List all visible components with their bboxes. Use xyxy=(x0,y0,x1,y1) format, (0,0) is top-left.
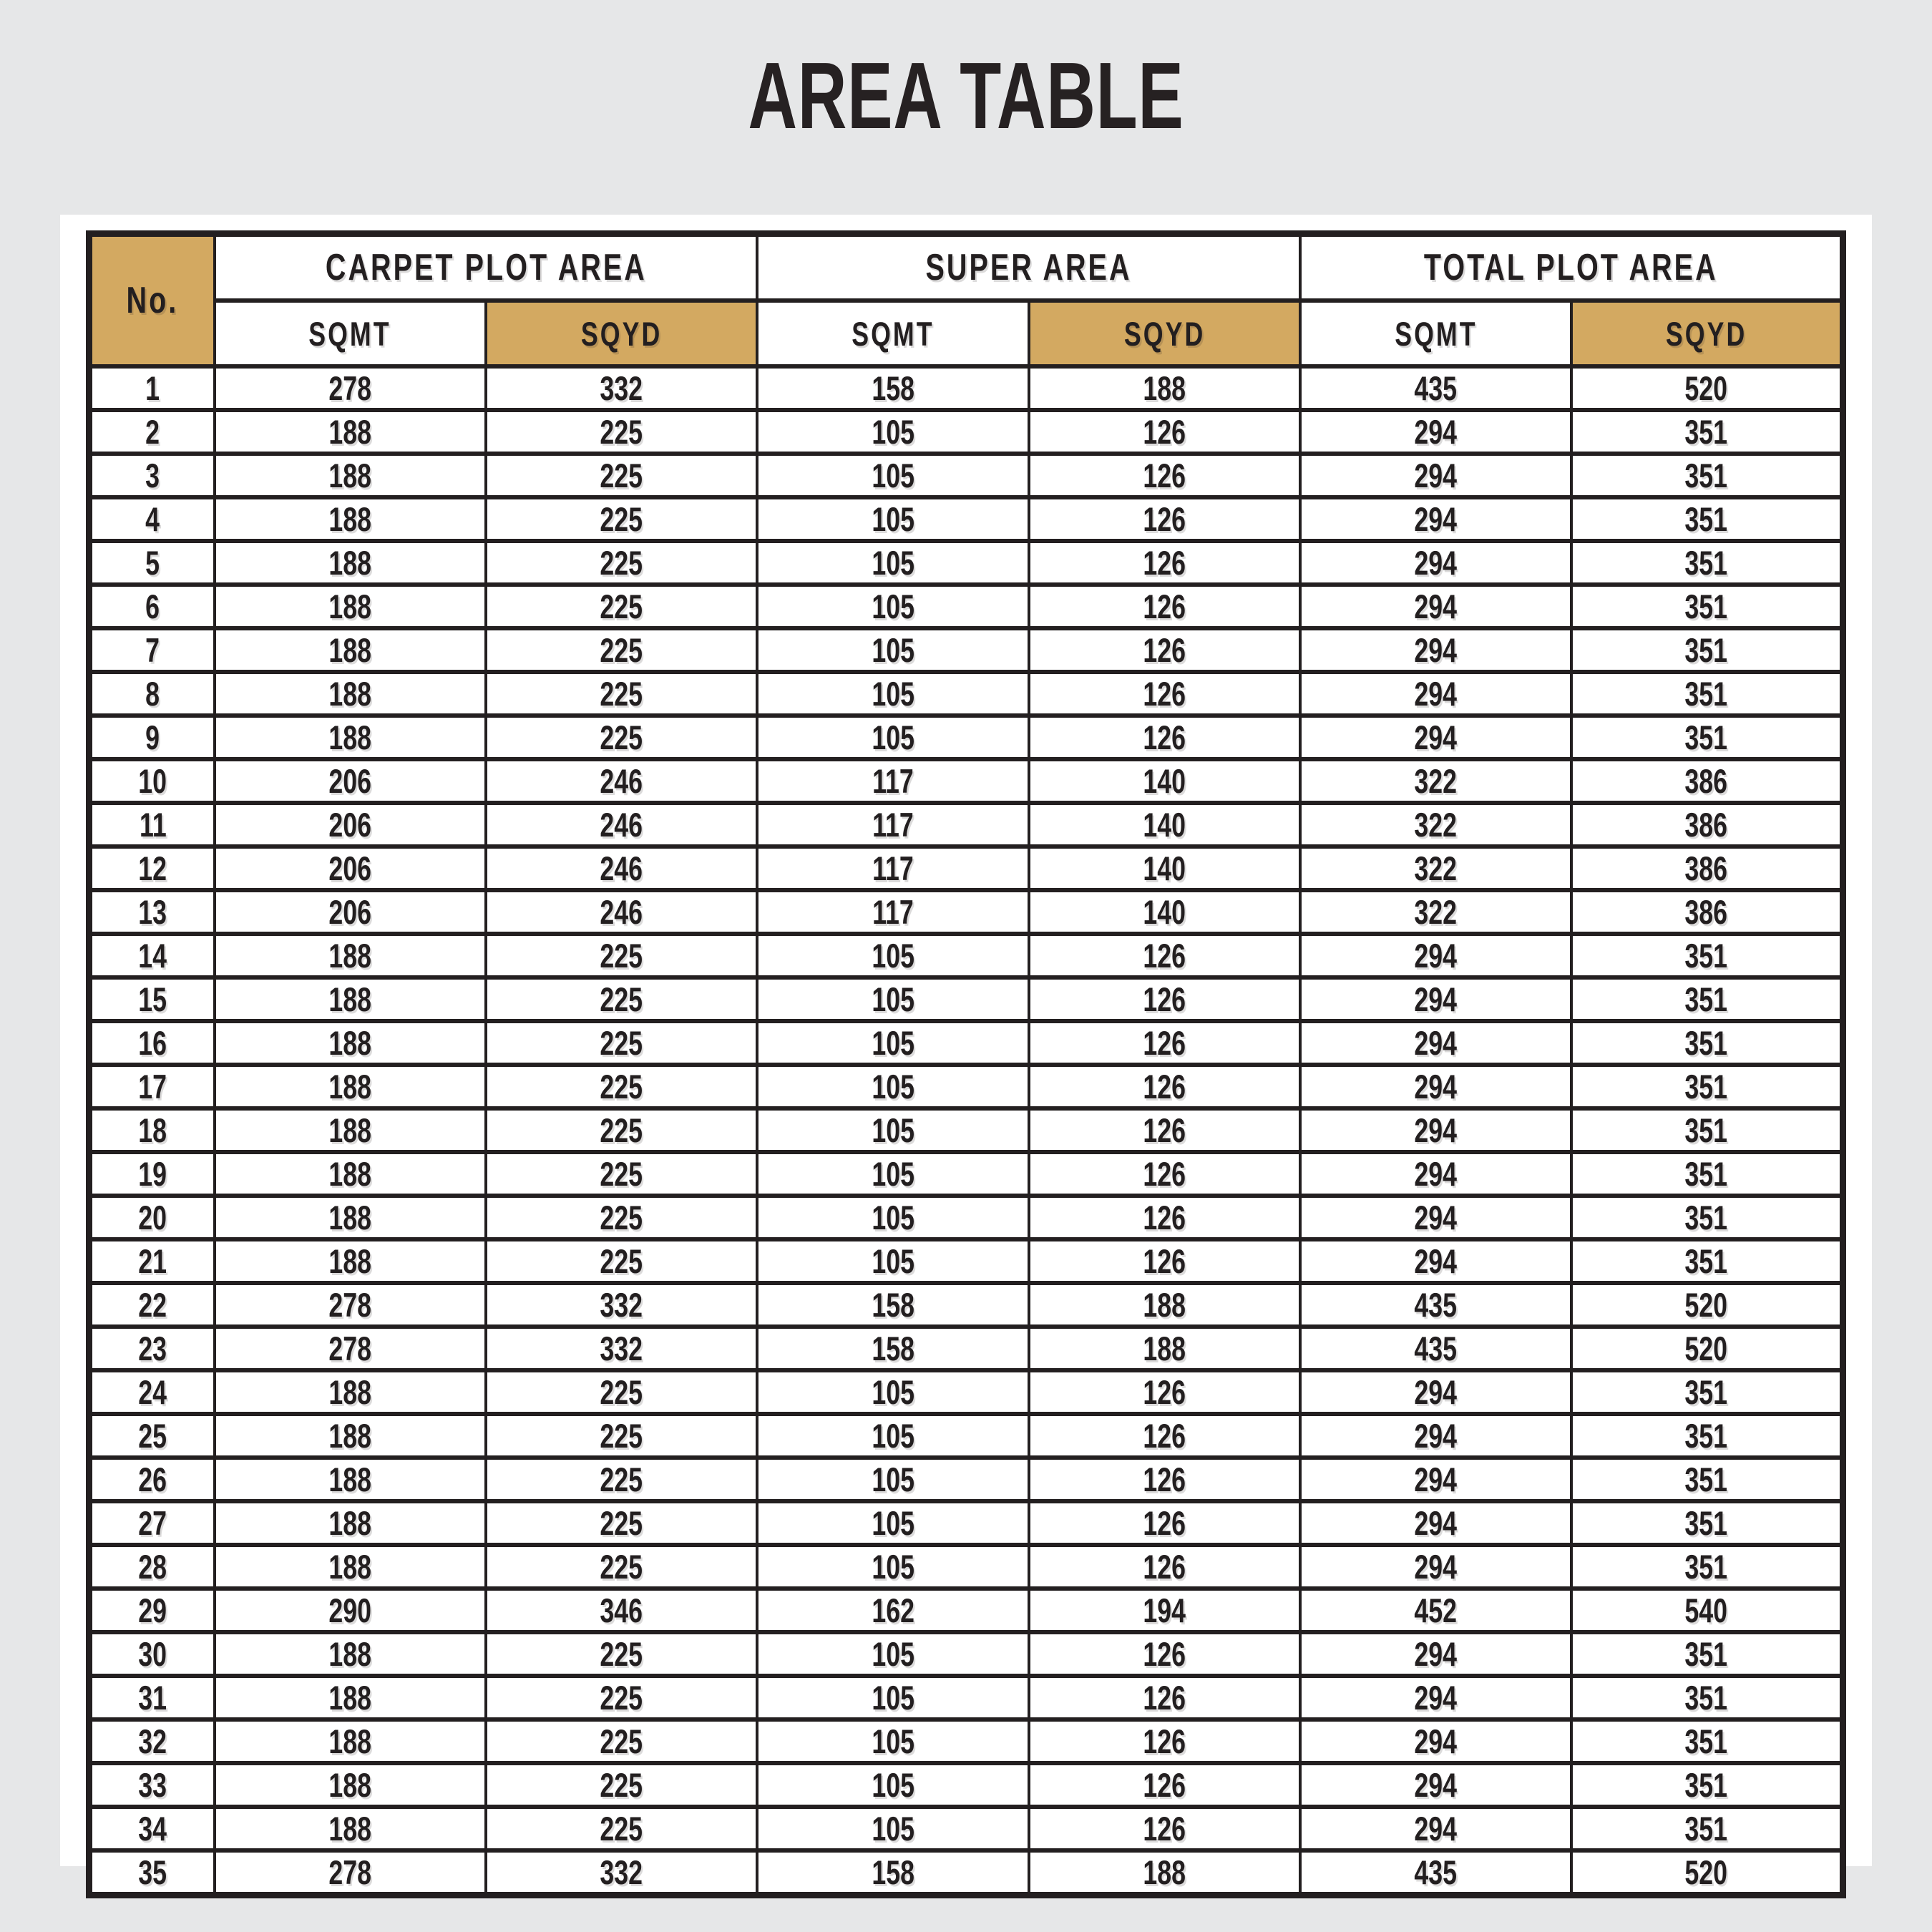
cell-carpet-sqmt: 188 xyxy=(215,672,486,716)
cell-total-sqmt: 294 xyxy=(1300,1370,1571,1414)
cell-carpet-sqyd: 225 xyxy=(486,1807,757,1850)
table-row xyxy=(89,759,1843,803)
cell-super-sqmt: 105 xyxy=(757,934,1028,977)
cell-total-sqyd: 351 xyxy=(1571,1632,1843,1676)
cell-super-sqmt: 158 xyxy=(757,366,1028,410)
table-row xyxy=(89,1501,1843,1545)
cell-total-sqyd: 351 xyxy=(1571,1196,1843,1239)
cell-total-sqyd: 351 xyxy=(1571,1807,1843,1850)
cell-no: 31 xyxy=(89,1676,215,1719)
page-title xyxy=(0,42,1932,150)
cell-carpet-sqmt: 188 xyxy=(215,1545,486,1589)
cell-total-sqmt: 294 xyxy=(1300,1632,1571,1676)
cell-super-sqmt: 105 xyxy=(757,1763,1028,1807)
cell-carpet-sqyd: 225 xyxy=(486,454,757,497)
cell-total-sqyd: 351 xyxy=(1571,1108,1843,1152)
table-row xyxy=(89,1152,1843,1196)
cell-carpet-sqyd: 332 xyxy=(486,1850,757,1896)
table-row xyxy=(89,497,1843,541)
cell-super-sqyd: 126 xyxy=(1029,1239,1300,1283)
cell-no: 15 xyxy=(89,977,215,1021)
header-group-row xyxy=(89,234,1843,301)
cell-total-sqyd: 351 xyxy=(1571,977,1843,1021)
cell-carpet-sqmt: 188 xyxy=(215,410,486,454)
cell-carpet-sqmt: 290 xyxy=(215,1589,486,1632)
cell-super-sqmt: 105 xyxy=(757,585,1028,628)
cell-super-sqyd: 188 xyxy=(1029,1327,1300,1370)
cell-total-sqyd: 351 xyxy=(1571,672,1843,716)
cell-super-sqyd: 126 xyxy=(1029,672,1300,716)
table-row xyxy=(89,847,1843,890)
cell-total-sqmt: 435 xyxy=(1300,1327,1571,1370)
table-row xyxy=(89,585,1843,628)
cell-super-sqyd: 126 xyxy=(1029,1458,1300,1501)
cell-no: 30 xyxy=(89,1632,215,1676)
cell-no: 5 xyxy=(89,541,215,585)
cell-carpet-sqyd: 225 xyxy=(486,541,757,585)
cell-no: 17 xyxy=(89,1065,215,1108)
cell-no: 8 xyxy=(89,672,215,716)
column-header-carpet-sqyd: SQYD xyxy=(486,301,757,366)
cell-no: 10 xyxy=(89,759,215,803)
cell-carpet-sqyd: 225 xyxy=(486,1676,757,1719)
cell-total-sqmt: 294 xyxy=(1300,1763,1571,1807)
cell-carpet-sqyd: 225 xyxy=(486,1458,757,1501)
cell-total-sqyd: 351 xyxy=(1571,541,1843,585)
cell-carpet-sqmt: 206 xyxy=(215,847,486,890)
cell-carpet-sqmt: 206 xyxy=(215,759,486,803)
cell-carpet-sqyd: 225 xyxy=(486,628,757,672)
cell-no: 18 xyxy=(89,1108,215,1152)
table-row xyxy=(89,1850,1843,1896)
cell-total-sqmt: 294 xyxy=(1300,628,1571,672)
column-group-super-area: SUPER AREA xyxy=(757,234,1300,301)
table-row xyxy=(89,1239,1843,1283)
cell-carpet-sqmt: 188 xyxy=(215,497,486,541)
cell-super-sqmt: 105 xyxy=(757,1065,1028,1108)
cell-total-sqyd: 351 xyxy=(1571,497,1843,541)
cell-no: 14 xyxy=(89,934,215,977)
table-row xyxy=(89,454,1843,497)
cell-carpet-sqyd: 225 xyxy=(486,1501,757,1545)
cell-total-sqyd: 351 xyxy=(1571,628,1843,672)
cell-carpet-sqmt: 278 xyxy=(215,1283,486,1327)
cell-total-sqmt: 294 xyxy=(1300,1501,1571,1545)
cell-total-sqmt: 435 xyxy=(1300,1850,1571,1896)
cell-total-sqyd: 351 xyxy=(1571,1501,1843,1545)
cell-carpet-sqmt: 188 xyxy=(215,1152,486,1196)
cell-super-sqyd: 126 xyxy=(1029,1196,1300,1239)
cell-carpet-sqmt: 188 xyxy=(215,1763,486,1807)
cell-total-sqmt: 294 xyxy=(1300,716,1571,759)
cell-super-sqmt: 105 xyxy=(757,1458,1028,1501)
cell-no: 19 xyxy=(89,1152,215,1196)
cell-carpet-sqyd: 332 xyxy=(486,1327,757,1370)
cell-carpet-sqyd: 225 xyxy=(486,1370,757,1414)
cell-total-sqmt: 322 xyxy=(1300,847,1571,890)
cell-total-sqmt: 322 xyxy=(1300,759,1571,803)
cell-no: 16 xyxy=(89,1021,215,1065)
cell-total-sqyd: 351 xyxy=(1571,410,1843,454)
cell-super-sqmt: 105 xyxy=(757,1719,1028,1763)
table-row xyxy=(89,1414,1843,1458)
table-row xyxy=(89,1763,1843,1807)
cell-no: 25 xyxy=(89,1414,215,1458)
cell-total-sqyd: 351 xyxy=(1571,1021,1843,1065)
cell-super-sqmt: 117 xyxy=(757,803,1028,847)
cell-total-sqyd: 351 xyxy=(1571,585,1843,628)
cell-super-sqyd: 126 xyxy=(1029,541,1300,585)
cell-total-sqmt: 294 xyxy=(1300,1021,1571,1065)
cell-carpet-sqyd: 246 xyxy=(486,847,757,890)
cell-super-sqmt: 105 xyxy=(757,497,1028,541)
cell-super-sqyd: 126 xyxy=(1029,1632,1300,1676)
table-row xyxy=(89,1545,1843,1589)
cell-super-sqmt: 105 xyxy=(757,977,1028,1021)
cell-total-sqyd: 351 xyxy=(1571,1065,1843,1108)
cell-super-sqmt: 105 xyxy=(757,1196,1028,1239)
cell-carpet-sqmt: 188 xyxy=(215,934,486,977)
cell-carpet-sqmt: 188 xyxy=(215,1196,486,1239)
page-title-text: AREA TABLE xyxy=(748,43,1184,148)
cell-super-sqyd: 140 xyxy=(1029,759,1300,803)
cell-no: 2 xyxy=(89,410,215,454)
cell-no: 13 xyxy=(89,890,215,934)
table-row xyxy=(89,1458,1843,1501)
table-row xyxy=(89,1283,1843,1327)
cell-super-sqmt: 105 xyxy=(757,628,1028,672)
table-row xyxy=(89,890,1843,934)
table-row xyxy=(89,628,1843,672)
cell-total-sqmt: 294 xyxy=(1300,977,1571,1021)
table-row xyxy=(89,1589,1843,1632)
cell-total-sqmt: 294 xyxy=(1300,1108,1571,1152)
cell-total-sqmt: 435 xyxy=(1300,1283,1571,1327)
table-row xyxy=(89,1676,1843,1719)
cell-super-sqyd: 126 xyxy=(1029,1719,1300,1763)
cell-total-sqmt: 294 xyxy=(1300,1676,1571,1719)
cell-super-sqmt: 105 xyxy=(757,541,1028,585)
cell-no: 33 xyxy=(89,1763,215,1807)
cell-super-sqmt: 105 xyxy=(757,1545,1028,1589)
cell-super-sqmt: 117 xyxy=(757,759,1028,803)
cell-carpet-sqyd: 225 xyxy=(486,716,757,759)
cell-total-sqmt: 294 xyxy=(1300,1196,1571,1239)
cell-super-sqmt: 117 xyxy=(757,847,1028,890)
cell-carpet-sqmt: 206 xyxy=(215,890,486,934)
cell-total-sqyd: 351 xyxy=(1571,1458,1843,1501)
table-row xyxy=(89,1370,1843,1414)
cell-super-sqyd: 126 xyxy=(1029,1152,1300,1196)
cell-carpet-sqmt: 188 xyxy=(215,977,486,1021)
cell-total-sqyd: 351 xyxy=(1571,1763,1843,1807)
cell-super-sqmt: 117 xyxy=(757,890,1028,934)
cell-super-sqmt: 105 xyxy=(757,1501,1028,1545)
cell-no: 32 xyxy=(89,1719,215,1763)
cell-carpet-sqyd: 346 xyxy=(486,1589,757,1632)
cell-carpet-sqmt: 278 xyxy=(215,1327,486,1370)
cell-carpet-sqyd: 225 xyxy=(486,1632,757,1676)
cell-no: 28 xyxy=(89,1545,215,1589)
table-row xyxy=(89,410,1843,454)
cell-super-sqyd: 126 xyxy=(1029,1763,1300,1807)
cell-super-sqyd: 126 xyxy=(1029,585,1300,628)
cell-carpet-sqyd: 225 xyxy=(486,934,757,977)
cell-total-sqmt: 294 xyxy=(1300,1719,1571,1763)
cell-total-sqmt: 294 xyxy=(1300,1807,1571,1850)
cell-carpet-sqyd: 225 xyxy=(486,977,757,1021)
cell-total-sqyd: 351 xyxy=(1571,454,1843,497)
cell-no: 26 xyxy=(89,1458,215,1501)
table-row xyxy=(89,541,1843,585)
cell-no: 7 xyxy=(89,628,215,672)
cell-total-sqyd: 351 xyxy=(1571,1414,1843,1458)
cell-total-sqyd: 520 xyxy=(1571,1327,1843,1370)
table-row xyxy=(89,672,1843,716)
cell-super-sqmt: 105 xyxy=(757,1239,1028,1283)
cell-total-sqmt: 294 xyxy=(1300,541,1571,585)
cell-total-sqyd: 520 xyxy=(1571,1283,1843,1327)
table-row xyxy=(89,1196,1843,1239)
cell-carpet-sqyd: 225 xyxy=(486,410,757,454)
cell-total-sqmt: 294 xyxy=(1300,672,1571,716)
cell-no: 27 xyxy=(89,1501,215,1545)
cell-total-sqyd: 520 xyxy=(1571,1850,1843,1896)
cell-total-sqyd: 386 xyxy=(1571,759,1843,803)
cell-total-sqyd: 351 xyxy=(1571,1545,1843,1589)
cell-super-sqyd: 126 xyxy=(1029,628,1300,672)
cell-super-sqyd: 126 xyxy=(1029,1501,1300,1545)
cell-carpet-sqmt: 188 xyxy=(215,1239,486,1283)
cell-carpet-sqmt: 188 xyxy=(215,628,486,672)
cell-super-sqmt: 105 xyxy=(757,1807,1028,1850)
cell-no: 6 xyxy=(89,585,215,628)
cell-no: 12 xyxy=(89,847,215,890)
cell-carpet-sqmt: 188 xyxy=(215,454,486,497)
cell-super-sqmt: 105 xyxy=(757,1676,1028,1719)
cell-super-sqmt: 105 xyxy=(757,716,1028,759)
cell-super-sqyd: 126 xyxy=(1029,1545,1300,1589)
cell-carpet-sqmt: 188 xyxy=(215,1414,486,1458)
cell-carpet-sqyd: 332 xyxy=(486,366,757,410)
table-row xyxy=(89,716,1843,759)
cell-total-sqyd: 520 xyxy=(1571,366,1843,410)
cell-carpet-sqyd: 225 xyxy=(486,1719,757,1763)
cell-super-sqyd: 194 xyxy=(1029,1589,1300,1632)
cell-super-sqyd: 126 xyxy=(1029,716,1300,759)
cell-super-sqyd: 126 xyxy=(1029,1807,1300,1850)
cell-carpet-sqyd: 225 xyxy=(486,1545,757,1589)
cell-carpet-sqyd: 225 xyxy=(486,1196,757,1239)
cell-super-sqyd: 126 xyxy=(1029,1414,1300,1458)
cell-carpet-sqmt: 188 xyxy=(215,1108,486,1152)
table-row xyxy=(89,934,1843,977)
cell-carpet-sqyd: 246 xyxy=(486,759,757,803)
cell-super-sqmt: 105 xyxy=(757,1632,1028,1676)
cell-no: 9 xyxy=(89,716,215,759)
cell-super-sqyd: 126 xyxy=(1029,1370,1300,1414)
cell-super-sqyd: 188 xyxy=(1029,366,1300,410)
cell-super-sqmt: 105 xyxy=(757,1021,1028,1065)
cell-super-sqyd: 140 xyxy=(1029,847,1300,890)
cell-super-sqyd: 140 xyxy=(1029,803,1300,847)
header-unit-row xyxy=(89,301,1843,366)
cell-total-sqmt: 294 xyxy=(1300,410,1571,454)
cell-super-sqyd: 126 xyxy=(1029,497,1300,541)
table-row xyxy=(89,1327,1843,1370)
cell-total-sqmt: 322 xyxy=(1300,803,1571,847)
cell-carpet-sqyd: 225 xyxy=(486,497,757,541)
cell-total-sqmt: 294 xyxy=(1300,585,1571,628)
cell-total-sqmt: 294 xyxy=(1300,497,1571,541)
cell-total-sqmt: 294 xyxy=(1300,1065,1571,1108)
column-header-no: No. xyxy=(89,234,215,367)
cell-super-sqmt: 158 xyxy=(757,1850,1028,1896)
cell-carpet-sqyd: 225 xyxy=(486,1021,757,1065)
cell-carpet-sqyd: 225 xyxy=(486,1414,757,1458)
area-table xyxy=(86,230,1846,1898)
cell-total-sqmt: 294 xyxy=(1300,454,1571,497)
cell-carpet-sqyd: 225 xyxy=(486,1108,757,1152)
cell-super-sqyd: 126 xyxy=(1029,1065,1300,1108)
cell-carpet-sqmt: 188 xyxy=(215,1719,486,1763)
cell-total-sqmt: 294 xyxy=(1300,934,1571,977)
cell-total-sqyd: 386 xyxy=(1571,803,1843,847)
cell-super-sqmt: 105 xyxy=(757,672,1028,716)
cell-super-sqmt: 105 xyxy=(757,1370,1028,1414)
cell-super-sqyd: 140 xyxy=(1029,890,1300,934)
cell-carpet-sqyd: 246 xyxy=(486,890,757,934)
cell-carpet-sqyd: 246 xyxy=(486,803,757,847)
cell-no: 21 xyxy=(89,1239,215,1283)
cell-carpet-sqmt: 188 xyxy=(215,1021,486,1065)
cell-no: 34 xyxy=(89,1807,215,1850)
cell-no: 3 xyxy=(89,454,215,497)
cell-total-sqmt: 294 xyxy=(1300,1545,1571,1589)
cell-no: 4 xyxy=(89,497,215,541)
column-header-total-sqyd: SQYD xyxy=(1571,301,1843,366)
cell-super-sqyd: 126 xyxy=(1029,454,1300,497)
cell-carpet-sqmt: 188 xyxy=(215,585,486,628)
cell-carpet-sqmt: 188 xyxy=(215,541,486,585)
cell-super-sqyd: 126 xyxy=(1029,410,1300,454)
table-card xyxy=(60,215,1872,1891)
cell-total-sqmt: 294 xyxy=(1300,1239,1571,1283)
cell-no: 35 xyxy=(89,1850,215,1896)
cell-carpet-sqmt: 188 xyxy=(215,1065,486,1108)
table-row xyxy=(89,1021,1843,1065)
table-row xyxy=(89,1632,1843,1676)
cell-no: 11 xyxy=(89,803,215,847)
cell-total-sqyd: 351 xyxy=(1571,1719,1843,1763)
cell-total-sqmt: 294 xyxy=(1300,1414,1571,1458)
cell-total-sqyd: 351 xyxy=(1571,1239,1843,1283)
cell-carpet-sqmt: 278 xyxy=(215,1850,486,1896)
table-row xyxy=(89,803,1843,847)
cell-total-sqyd: 351 xyxy=(1571,934,1843,977)
table-row xyxy=(89,1108,1843,1152)
cell-no: 1 xyxy=(89,366,215,410)
column-group-total-plot-area: TOTAL PLOT AREA xyxy=(1300,234,1843,301)
cell-no: 20 xyxy=(89,1196,215,1239)
cell-carpet-sqyd: 225 xyxy=(486,1239,757,1283)
cell-carpet-sqmt: 278 xyxy=(215,366,486,410)
cell-total-sqyd: 386 xyxy=(1571,847,1843,890)
table-row xyxy=(89,977,1843,1021)
cell-total-sqyd: 351 xyxy=(1571,1676,1843,1719)
column-header-total-sqmt: SQMT xyxy=(1300,301,1571,366)
cell-total-sqyd: 351 xyxy=(1571,1370,1843,1414)
cell-no: 29 xyxy=(89,1589,215,1632)
cell-carpet-sqyd: 225 xyxy=(486,1152,757,1196)
column-header-carpet-sqmt: SQMT xyxy=(215,301,486,366)
table-row xyxy=(89,1807,1843,1850)
cell-super-sqmt: 158 xyxy=(757,1283,1028,1327)
cell-super-sqyd: 126 xyxy=(1029,934,1300,977)
cell-total-sqyd: 351 xyxy=(1571,716,1843,759)
cell-total-sqmt: 294 xyxy=(1300,1152,1571,1196)
column-group-carpet-plot-area: CARPET PLOT AREA xyxy=(215,234,758,301)
cell-total-sqyd: 386 xyxy=(1571,890,1843,934)
cell-carpet-sqmt: 188 xyxy=(215,1676,486,1719)
cell-super-sqyd: 188 xyxy=(1029,1850,1300,1896)
cell-carpet-sqmt: 188 xyxy=(215,716,486,759)
cell-super-sqyd: 126 xyxy=(1029,977,1300,1021)
cell-total-sqyd: 351 xyxy=(1571,1152,1843,1196)
cell-no: 22 xyxy=(89,1283,215,1327)
cell-super-sqmt: 158 xyxy=(757,1327,1028,1370)
cell-carpet-sqyd: 225 xyxy=(486,1065,757,1108)
cell-carpet-sqyd: 225 xyxy=(486,1763,757,1807)
area-table-container xyxy=(86,230,1846,1891)
cell-carpet-sqmt: 188 xyxy=(215,1370,486,1414)
cell-carpet-sqmt: 188 xyxy=(215,1501,486,1545)
cell-carpet-sqmt: 188 xyxy=(215,1632,486,1676)
cell-no: 23 xyxy=(89,1327,215,1370)
column-header-super-sqyd: SQYD xyxy=(1029,301,1300,366)
table-body xyxy=(89,366,1843,1896)
cell-super-sqyd: 188 xyxy=(1029,1283,1300,1327)
cell-carpet-sqyd: 225 xyxy=(486,672,757,716)
cell-total-sqyd: 540 xyxy=(1571,1589,1843,1632)
table-row xyxy=(89,1065,1843,1108)
table-row xyxy=(89,366,1843,410)
cell-super-sqmt: 105 xyxy=(757,1414,1028,1458)
cell-total-sqmt: 322 xyxy=(1300,890,1571,934)
cell-super-sqmt: 105 xyxy=(757,1152,1028,1196)
cell-super-sqmt: 105 xyxy=(757,454,1028,497)
cell-carpet-sqyd: 332 xyxy=(486,1283,757,1327)
cell-super-sqmt: 105 xyxy=(757,410,1028,454)
table-row xyxy=(89,1719,1843,1763)
cell-carpet-sqyd: 225 xyxy=(486,585,757,628)
cell-no: 24 xyxy=(89,1370,215,1414)
cell-carpet-sqmt: 188 xyxy=(215,1807,486,1850)
cell-super-sqyd: 126 xyxy=(1029,1108,1300,1152)
table-header xyxy=(89,234,1843,367)
cell-super-sqmt: 162 xyxy=(757,1589,1028,1632)
cell-carpet-sqmt: 206 xyxy=(215,803,486,847)
cell-carpet-sqmt: 188 xyxy=(215,1458,486,1501)
cell-super-sqyd: 126 xyxy=(1029,1676,1300,1719)
cell-super-sqmt: 105 xyxy=(757,1108,1028,1152)
cell-super-sqyd: 126 xyxy=(1029,1021,1300,1065)
cell-total-sqmt: 294 xyxy=(1300,1458,1571,1501)
column-header-super-sqmt: SQMT xyxy=(757,301,1028,366)
cell-total-sqmt: 435 xyxy=(1300,366,1571,410)
cell-total-sqmt: 452 xyxy=(1300,1589,1571,1632)
